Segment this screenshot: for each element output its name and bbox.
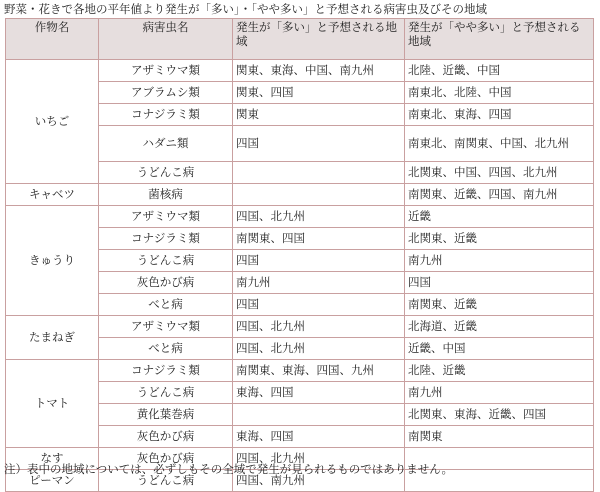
pest-name: 灰色かび病 [99, 272, 233, 294]
many-regions: 関東、四国 [233, 82, 405, 104]
many-regions: 南関東、四国 [233, 228, 405, 250]
table-row [6, 184, 594, 206]
pest-name: 灰色かび病 [99, 426, 233, 448]
header-crop: 作物名 [6, 19, 99, 60]
many-regions: 四国、北九州 [233, 448, 405, 470]
crop-name: キャベツ [6, 184, 99, 206]
crop-name: トマト [6, 360, 99, 448]
table-row [6, 206, 594, 228]
pest-name: 灰色かび病 [99, 448, 233, 470]
pest-name: アザミウマ類 [99, 60, 233, 82]
pest-name: コナジラミ類 [99, 228, 233, 250]
pest-name: うどんこ病 [99, 470, 233, 492]
somewhat-regions: 北関東、中国、四国、北九州 [405, 162, 594, 184]
somewhat-regions: 北関東、東海、近畿、四国 [405, 404, 594, 426]
somewhat-regions: 南関東 [405, 426, 594, 448]
pest-name: うどんこ病 [99, 382, 233, 404]
pest-name: 黄化葉巻病 [99, 404, 233, 426]
many-regions: 南九州 [233, 272, 405, 294]
many-regions [233, 162, 405, 184]
many-regions: 四国、北九州 [233, 338, 405, 360]
pest-name: コナジラミ類 [99, 360, 233, 382]
somewhat-regions: 南九州 [405, 250, 594, 272]
many-regions: 四国、南九州 [233, 470, 405, 492]
crop-name: いちご [6, 60, 99, 184]
many-regions: 四国、北九州 [233, 316, 405, 338]
many-regions: 関東、東海、中国、南九州 [233, 60, 405, 82]
crop-name: なす [6, 448, 99, 470]
many-regions [233, 404, 405, 426]
crop-name: ピーマン [6, 470, 99, 492]
pest-name: 菌核病 [99, 184, 233, 206]
table-header-row [6, 19, 594, 60]
pest-name: アブラムシ類 [99, 82, 233, 104]
somewhat-regions: 南関東、近畿 [405, 294, 594, 316]
many-regions: 東海、四国 [233, 426, 405, 448]
pest-name: べと病 [99, 338, 233, 360]
many-regions: 四国、北九州 [233, 206, 405, 228]
many-regions: 南関東、東海、四国、九州 [233, 360, 405, 382]
somewhat-regions: 北陸、近畿 [405, 360, 594, 382]
somewhat-regions: 南東北、南関東、中国、北九州 [405, 126, 594, 162]
somewhat-regions: 南九州 [405, 382, 594, 404]
many-regions: 四国 [233, 250, 405, 272]
pest-name: うどんこ病 [99, 250, 233, 272]
footnote: 注）表中の地域については、必ずしもその全域で発生が見られるものではありません。 [4, 462, 453, 476]
crop-name: たまねぎ [6, 316, 99, 360]
somewhat-regions: 北陸、近畿、中国 [405, 60, 594, 82]
many-regions: 関東 [233, 104, 405, 126]
header-pest: 病害虫名 [99, 19, 233, 60]
pest-name: アザミウマ類 [99, 206, 233, 228]
somewhat-regions: 南東北、北陸、中国 [405, 82, 594, 104]
somewhat-regions: 近畿、中国 [405, 338, 594, 360]
many-regions: 四国 [233, 294, 405, 316]
many-regions [233, 184, 405, 206]
table-body [6, 60, 594, 492]
header-many-regions: 発生が「多い」と予想される地域 [233, 19, 405, 60]
pest-name: うどんこ病 [99, 162, 233, 184]
pest-name: ハダニ類 [99, 126, 233, 162]
pest-forecast-table [5, 18, 594, 492]
table-row [6, 60, 594, 82]
somewhat-regions: 南関東、近畿、四国、南九州 [405, 184, 594, 206]
many-regions: 四国 [233, 126, 405, 162]
somewhat-regions: 北関東、近畿 [405, 228, 594, 250]
pest-name: コナジラミ類 [99, 104, 233, 126]
table-row [6, 316, 594, 338]
many-regions: 東海、四国 [233, 382, 405, 404]
header-somewhat-regions: 発生が「やや多い」と予想される地域 [405, 19, 594, 60]
crop-name: きゅうり [6, 206, 99, 316]
somewhat-regions: 北海道、近畿 [405, 316, 594, 338]
somewhat-regions: 近畿 [405, 206, 594, 228]
pest-name: べと病 [99, 294, 233, 316]
page-title: 野菜・花きで各地の平年値より発生が「多い」・「やや多い」と予想される病害虫及びその地域 [4, 2, 487, 16]
somewhat-regions: 南東北、東海、四国 [405, 104, 594, 126]
pest-name: アザミウマ類 [99, 316, 233, 338]
table-row [6, 360, 594, 382]
somewhat-regions: 四国 [405, 272, 594, 294]
